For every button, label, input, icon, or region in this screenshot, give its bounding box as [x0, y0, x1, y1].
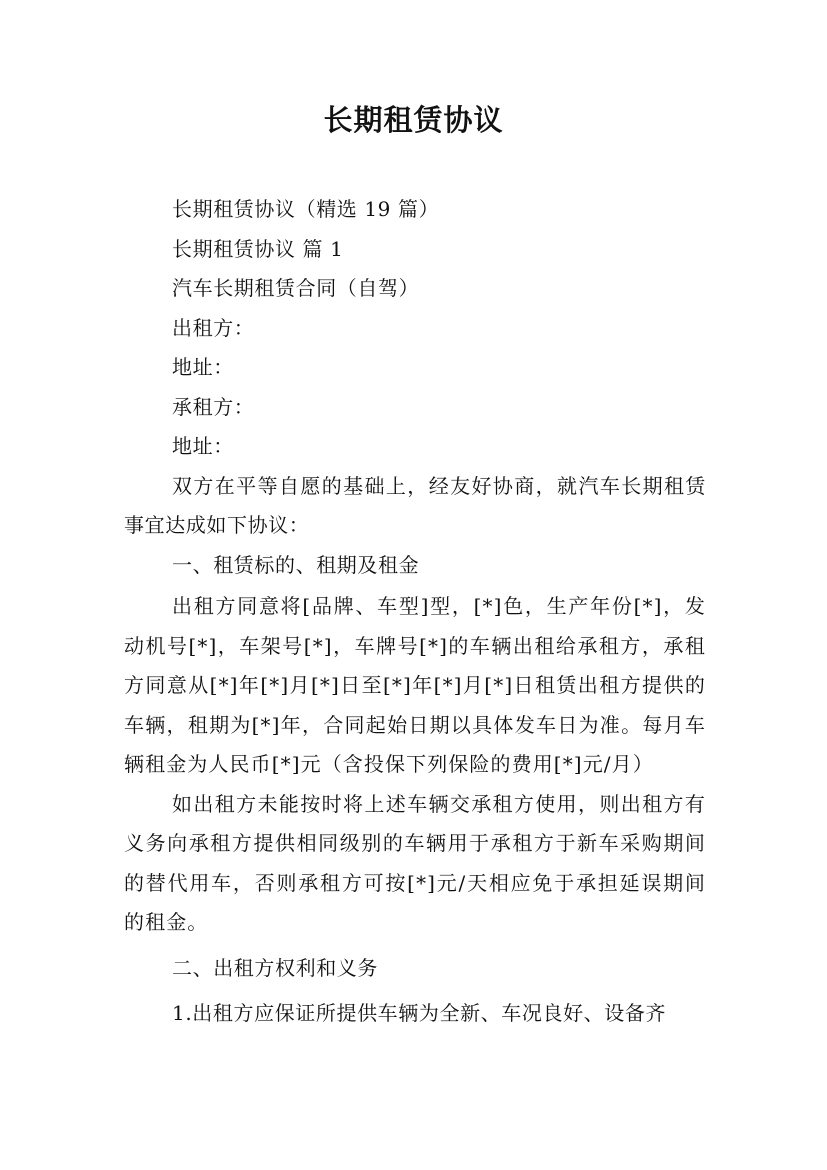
section-1-heading: 一、租赁标的、租期及租金	[172, 552, 420, 577]
document-body	[124, 190, 706, 1034]
lessee-label: 承租方：	[172, 394, 255, 419]
section-2-item-1: 1.出租方应保证所提供车辆为全新、车况良好、设备齐	[172, 1001, 667, 1025]
section-label-line: 长期租赁协议 篇 1	[172, 236, 344, 261]
document-title: 长期租赁协议	[323, 103, 504, 137]
lessor-label: 出租方：	[172, 315, 255, 340]
section-1-paragraph-1: 出租方同意将[品牌、车型]型，[*]色，生产年份[*]，发动机号[*]，车架号[*]，车牌号[*]的车辆出租给承租方，承租方同意从[*]年[*]月[*]日至[*]年[*]月[*]日租赁出租方提供的车辆，租期为[*]年，合同起始日期以具体发车日为准。每月车辆租金为人民币[*]元（含投保下列保险的费用[*]元/月）	[124, 594, 706, 776]
section-2-heading: 二、出租方权利和义务	[172, 955, 378, 980]
intro-paragraph: 双方在平等自愿的基础上，经友好协商，就汽车长期租赁事宜达成如下协议：	[124, 473, 706, 537]
lessee-address-label: 地址：	[172, 434, 234, 458]
subtitle-line: 长期租赁协议（精选 19 篇）	[172, 197, 440, 221]
section-1-paragraph-2: 如出租方未能按时将上述车辆交承租方使用，则出租方有义务向承租方提供相同级别的车辆用于承租方于新车采购期间的替代用车，否则承租方可按[*]元/天相应免于承担延误期间的租金。	[124, 791, 706, 934]
contract-name-line: 汽车长期租赁合同（自驾）	[172, 276, 420, 300]
lessor-address-label: 地址：	[172, 355, 234, 379]
